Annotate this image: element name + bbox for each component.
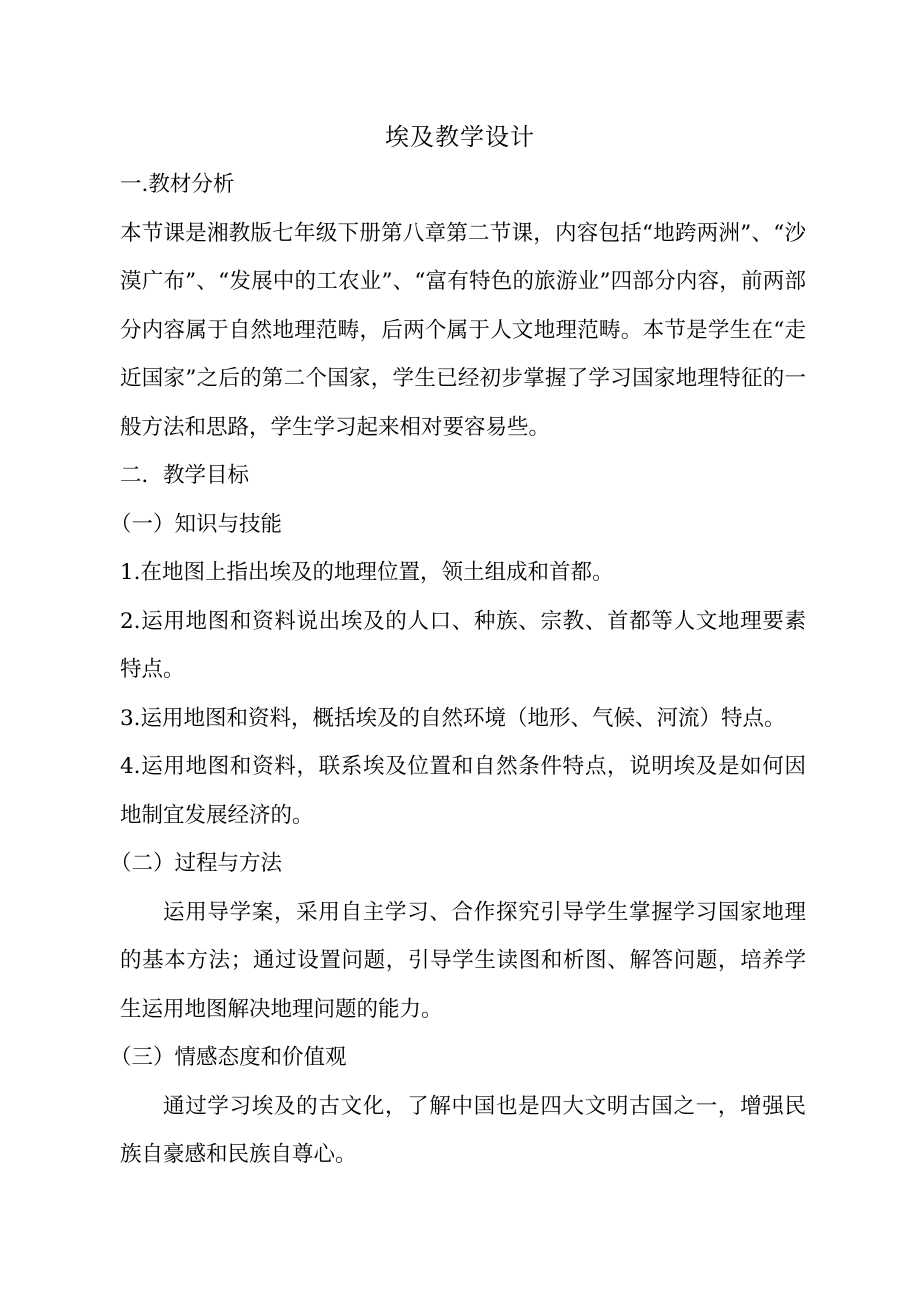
document-title: 埃及教学设计 [385,123,535,151]
subheading-knowledge-skills: （一）知识与技能 [110,511,283,537]
section-heading-textbook-analysis: 一.教材分析 [120,172,235,197]
subheading-emotion-values: （三）情感态度和价值观 [110,1045,347,1070]
goal-item-3: 3.运用地图和资料，概括埃及的自然环境（地形、气候、河流）特点。 [120,705,786,731]
textbook-analysis-paragraph: 本节课是湘教版七年级下册第八章第二节课，内容包括“地跨两洲”、“沙漠广布”、“发展中的工农业”、“富有特色的旅游业”四部分内容，前两部分内容属于自然地理范畴，后两个属于人文地理范畴。本节是学生在“走近国家”之后的第二个国家，学生已经初步掌握了学习国家地理特征的一般方法和思路，学生学习起来相对要容易些。 [120,220,806,440]
section-heading-teaching-goals: 二．教学目标 [120,463,250,488]
document-body [110,161,806,1180]
process-methods-paragraph: 运用导学案，采用自主学习、合作探究引导学生掌握学习国家地理的基本方法；通过设置问题，引导学生读图和析图、解答问题，培养学生运用地图解决地理问题的能力。 [120,899,806,1022]
goal-item-2: 2.运用地图和资料说出埃及的人口、种族、宗教、首都等人文地理要素特点。 [120,608,806,682]
emotion-values-paragraph: 通过学习埃及的古文化，了解中国也是四大文明古国之一，增强民族自豪感和民族自尊心。 [120,1093,806,1167]
goal-item-4: 4.运用地图和资料，联系埃及位置和自然条件特点，说明埃及是如何因地制宜发展经济的。 [120,754,806,828]
subheading-process-methods: （二）过程与方法 [110,851,283,876]
goal-item-1: 1.在地图上指出埃及的地理位置，领土组成和首都。 [120,560,614,585]
